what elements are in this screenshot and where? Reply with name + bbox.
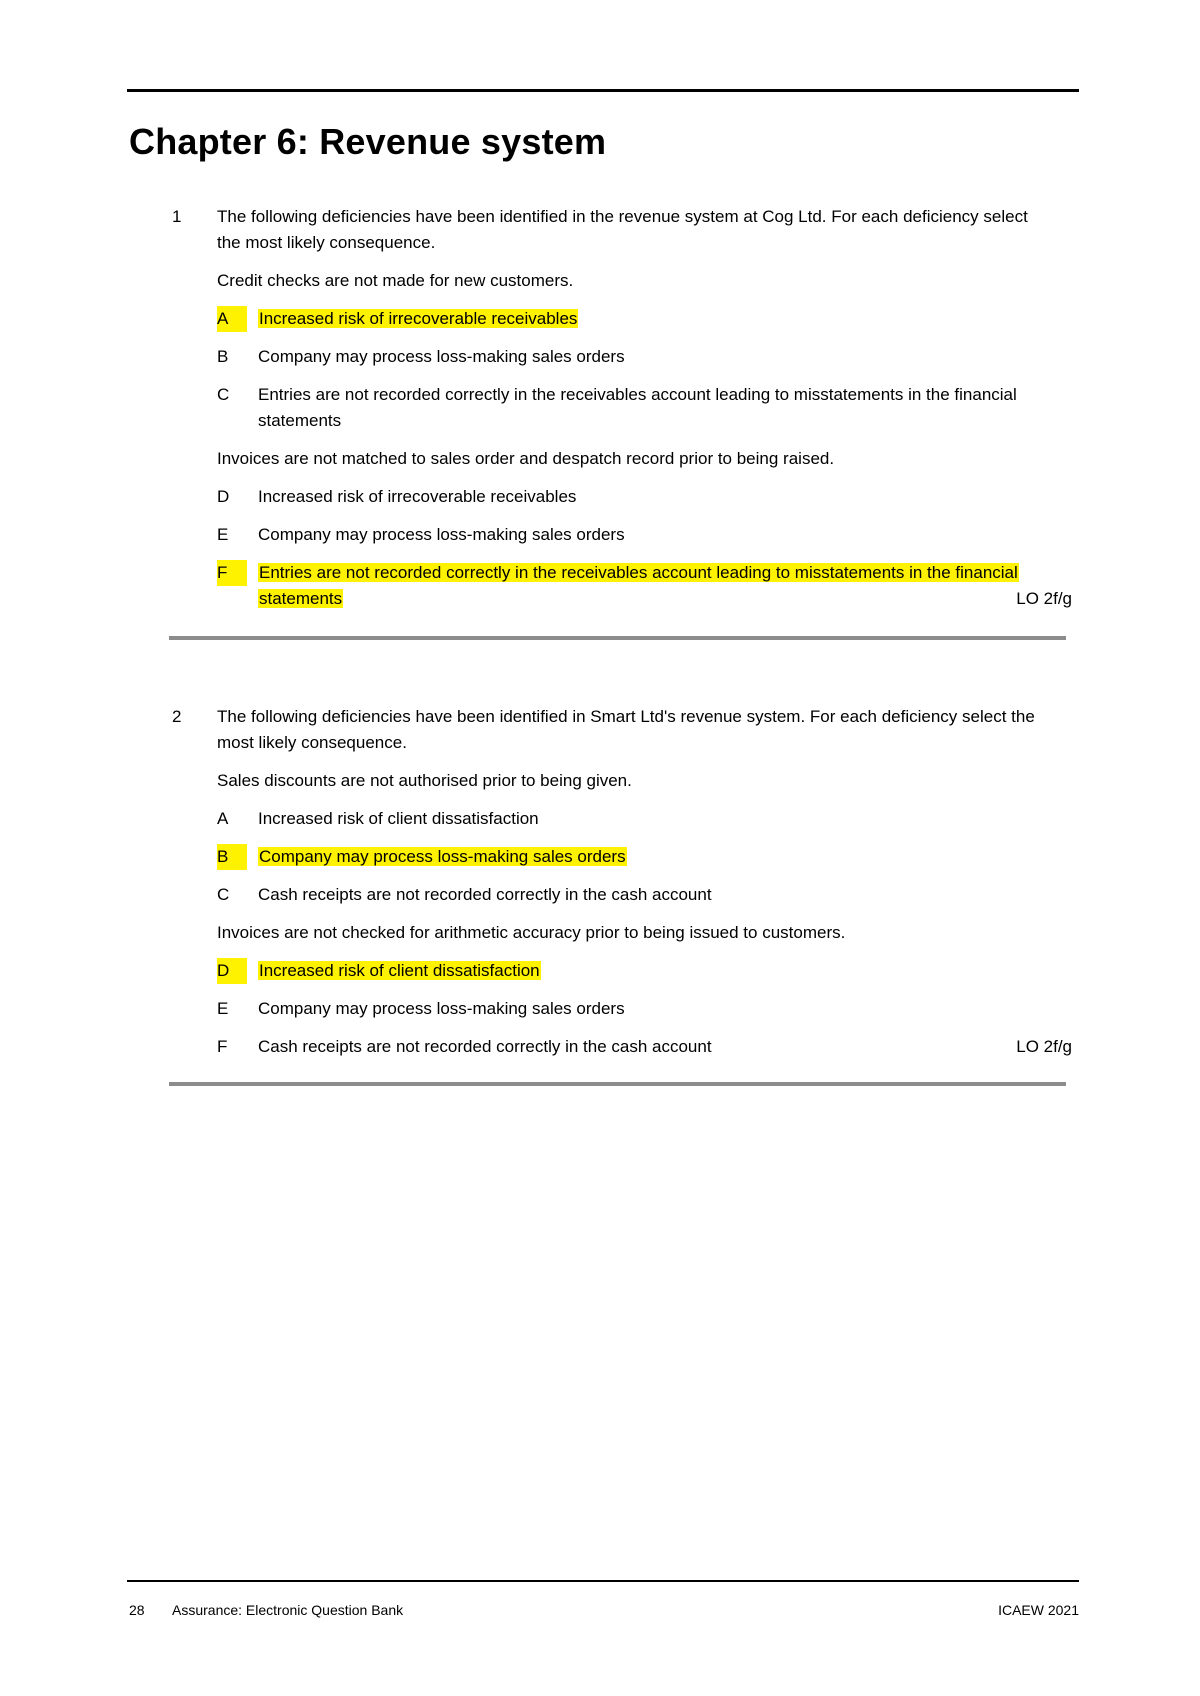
option-text: Increased risk of client dissatisfaction (259, 961, 540, 980)
deficiency-statement: Invoices are not matched to sales order and despatch record prior to being raised. (217, 449, 835, 468)
page-number: 28 (129, 1602, 145, 1618)
question-stem: The following deficiencies have been identified in Smart Ltd's revenue system. For each deficiency select the most likely consequence. (217, 707, 1035, 752)
option-text: Entries are not recorded correctly in the receivables account leading to misstatements in the financial statements (259, 563, 1018, 608)
deficiency-statement: Credit checks are not made for new customers. (217, 271, 574, 290)
question-2 (172, 704, 1072, 1060)
option-letter: C (217, 885, 230, 904)
option-text: Increased risk of irrecoverable receivables (258, 487, 577, 506)
option-a[interactable] (217, 306, 1072, 332)
option-letter: F (217, 560, 247, 586)
header-rule (127, 89, 1079, 92)
option-text: Company may process loss-making sales orders (259, 847, 626, 866)
deficiency-statement: Invoices are not checked for arithmetic accuracy prior to being issued to customers. (217, 923, 846, 942)
question-stem: The following deficiencies have been identified in the revenue system at Cog Ltd. For each deficiency select the most likely consequence. (217, 207, 1028, 252)
deficiency-statement: Sales discounts are not authorised prior to being given. (217, 771, 632, 790)
option-e[interactable] (217, 522, 1072, 548)
option-text: Company may process loss-making sales orders (258, 525, 625, 544)
learning-outcome: LO 2f/g (1016, 1037, 1072, 1056)
option-f[interactable] (217, 1034, 1072, 1060)
option-f[interactable] (217, 560, 1072, 612)
option-letter: A (217, 306, 247, 332)
option-d[interactable] (217, 958, 1072, 984)
footer-title: Assurance: Electronic Question Bank (172, 1602, 404, 1618)
option-d[interactable] (217, 484, 1072, 510)
question-separator (169, 636, 1066, 640)
option-letter: A (217, 809, 229, 828)
option-letter: C (217, 385, 230, 404)
option-text: Cash receipts are not recorded correctly in the cash account (258, 1037, 712, 1056)
option-letter: B (217, 844, 247, 870)
question-separator (169, 1082, 1066, 1086)
option-c[interactable] (217, 382, 1072, 434)
option-text: Entries are not recorded correctly in the receivables account leading to misstatements in the financial statements (258, 385, 1017, 430)
option-a[interactable] (217, 806, 1072, 832)
option-letter: F (217, 1037, 228, 1056)
option-text: Increased risk of irrecoverable receivables (259, 309, 578, 328)
option-letter: D (217, 958, 247, 984)
question-1 (172, 204, 1072, 612)
option-text: Cash receipts are not recorded correctly in the cash account (258, 885, 712, 904)
option-e[interactable] (217, 996, 1072, 1022)
option-b[interactable] (217, 344, 1072, 370)
option-letter: D (217, 487, 230, 506)
question-number: 2 (172, 707, 182, 726)
option-letter: E (217, 525, 229, 544)
question-number: 1 (172, 207, 182, 226)
option-b[interactable] (217, 844, 1072, 870)
option-text: Company may process loss-making sales orders (258, 347, 625, 366)
footer-publisher: ICAEW 2021 (998, 1602, 1079, 1618)
option-text: Increased risk of client dissatisfaction (258, 809, 539, 828)
learning-outcome: LO 2f/g (1016, 589, 1072, 608)
option-text: Company may process loss-making sales orders (258, 999, 625, 1018)
option-letter: E (217, 999, 229, 1018)
option-c[interactable] (217, 882, 1072, 908)
chapter-title: Chapter 6: Revenue system (129, 121, 607, 162)
footer-rule (127, 1580, 1079, 1582)
option-letter: B (217, 347, 229, 366)
